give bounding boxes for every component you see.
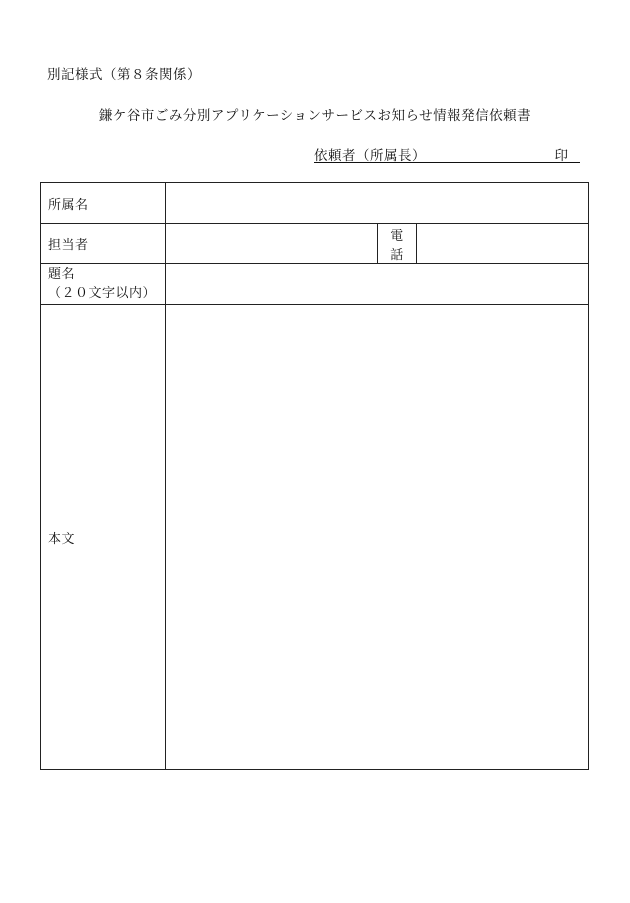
document-title: 鎌ケ谷市ごみ分別アプリケーションサービスお知らせ情報発信依頼書 — [98, 108, 532, 124]
phone-label: 電話 — [378, 224, 417, 264]
body-field[interactable] — [166, 305, 589, 770]
body-label: 本文 — [41, 305, 166, 770]
requester-label: 依頼者（所属長） — [314, 148, 426, 164]
department-row — [41, 183, 589, 224]
subject-row — [41, 264, 589, 305]
subject-note: （２０文字以内） — [48, 286, 157, 301]
request-form-table — [40, 182, 589, 770]
phone-field[interactable] — [417, 224, 589, 264]
seal-label: 印 — [554, 148, 568, 164]
form-reference: 別記様式（第８条関係） — [47, 67, 201, 83]
person-row — [41, 224, 589, 264]
subject-label-cell — [41, 264, 166, 305]
subject-label: 題名 — [48, 267, 76, 282]
body-row — [41, 305, 589, 770]
department-field[interactable] — [166, 183, 589, 224]
requester-line — [314, 144, 580, 163]
department-label: 所属名 — [41, 183, 166, 224]
person-label: 担当者 — [41, 224, 166, 264]
subject-field[interactable] — [166, 264, 589, 305]
person-field[interactable] — [166, 224, 378, 264]
